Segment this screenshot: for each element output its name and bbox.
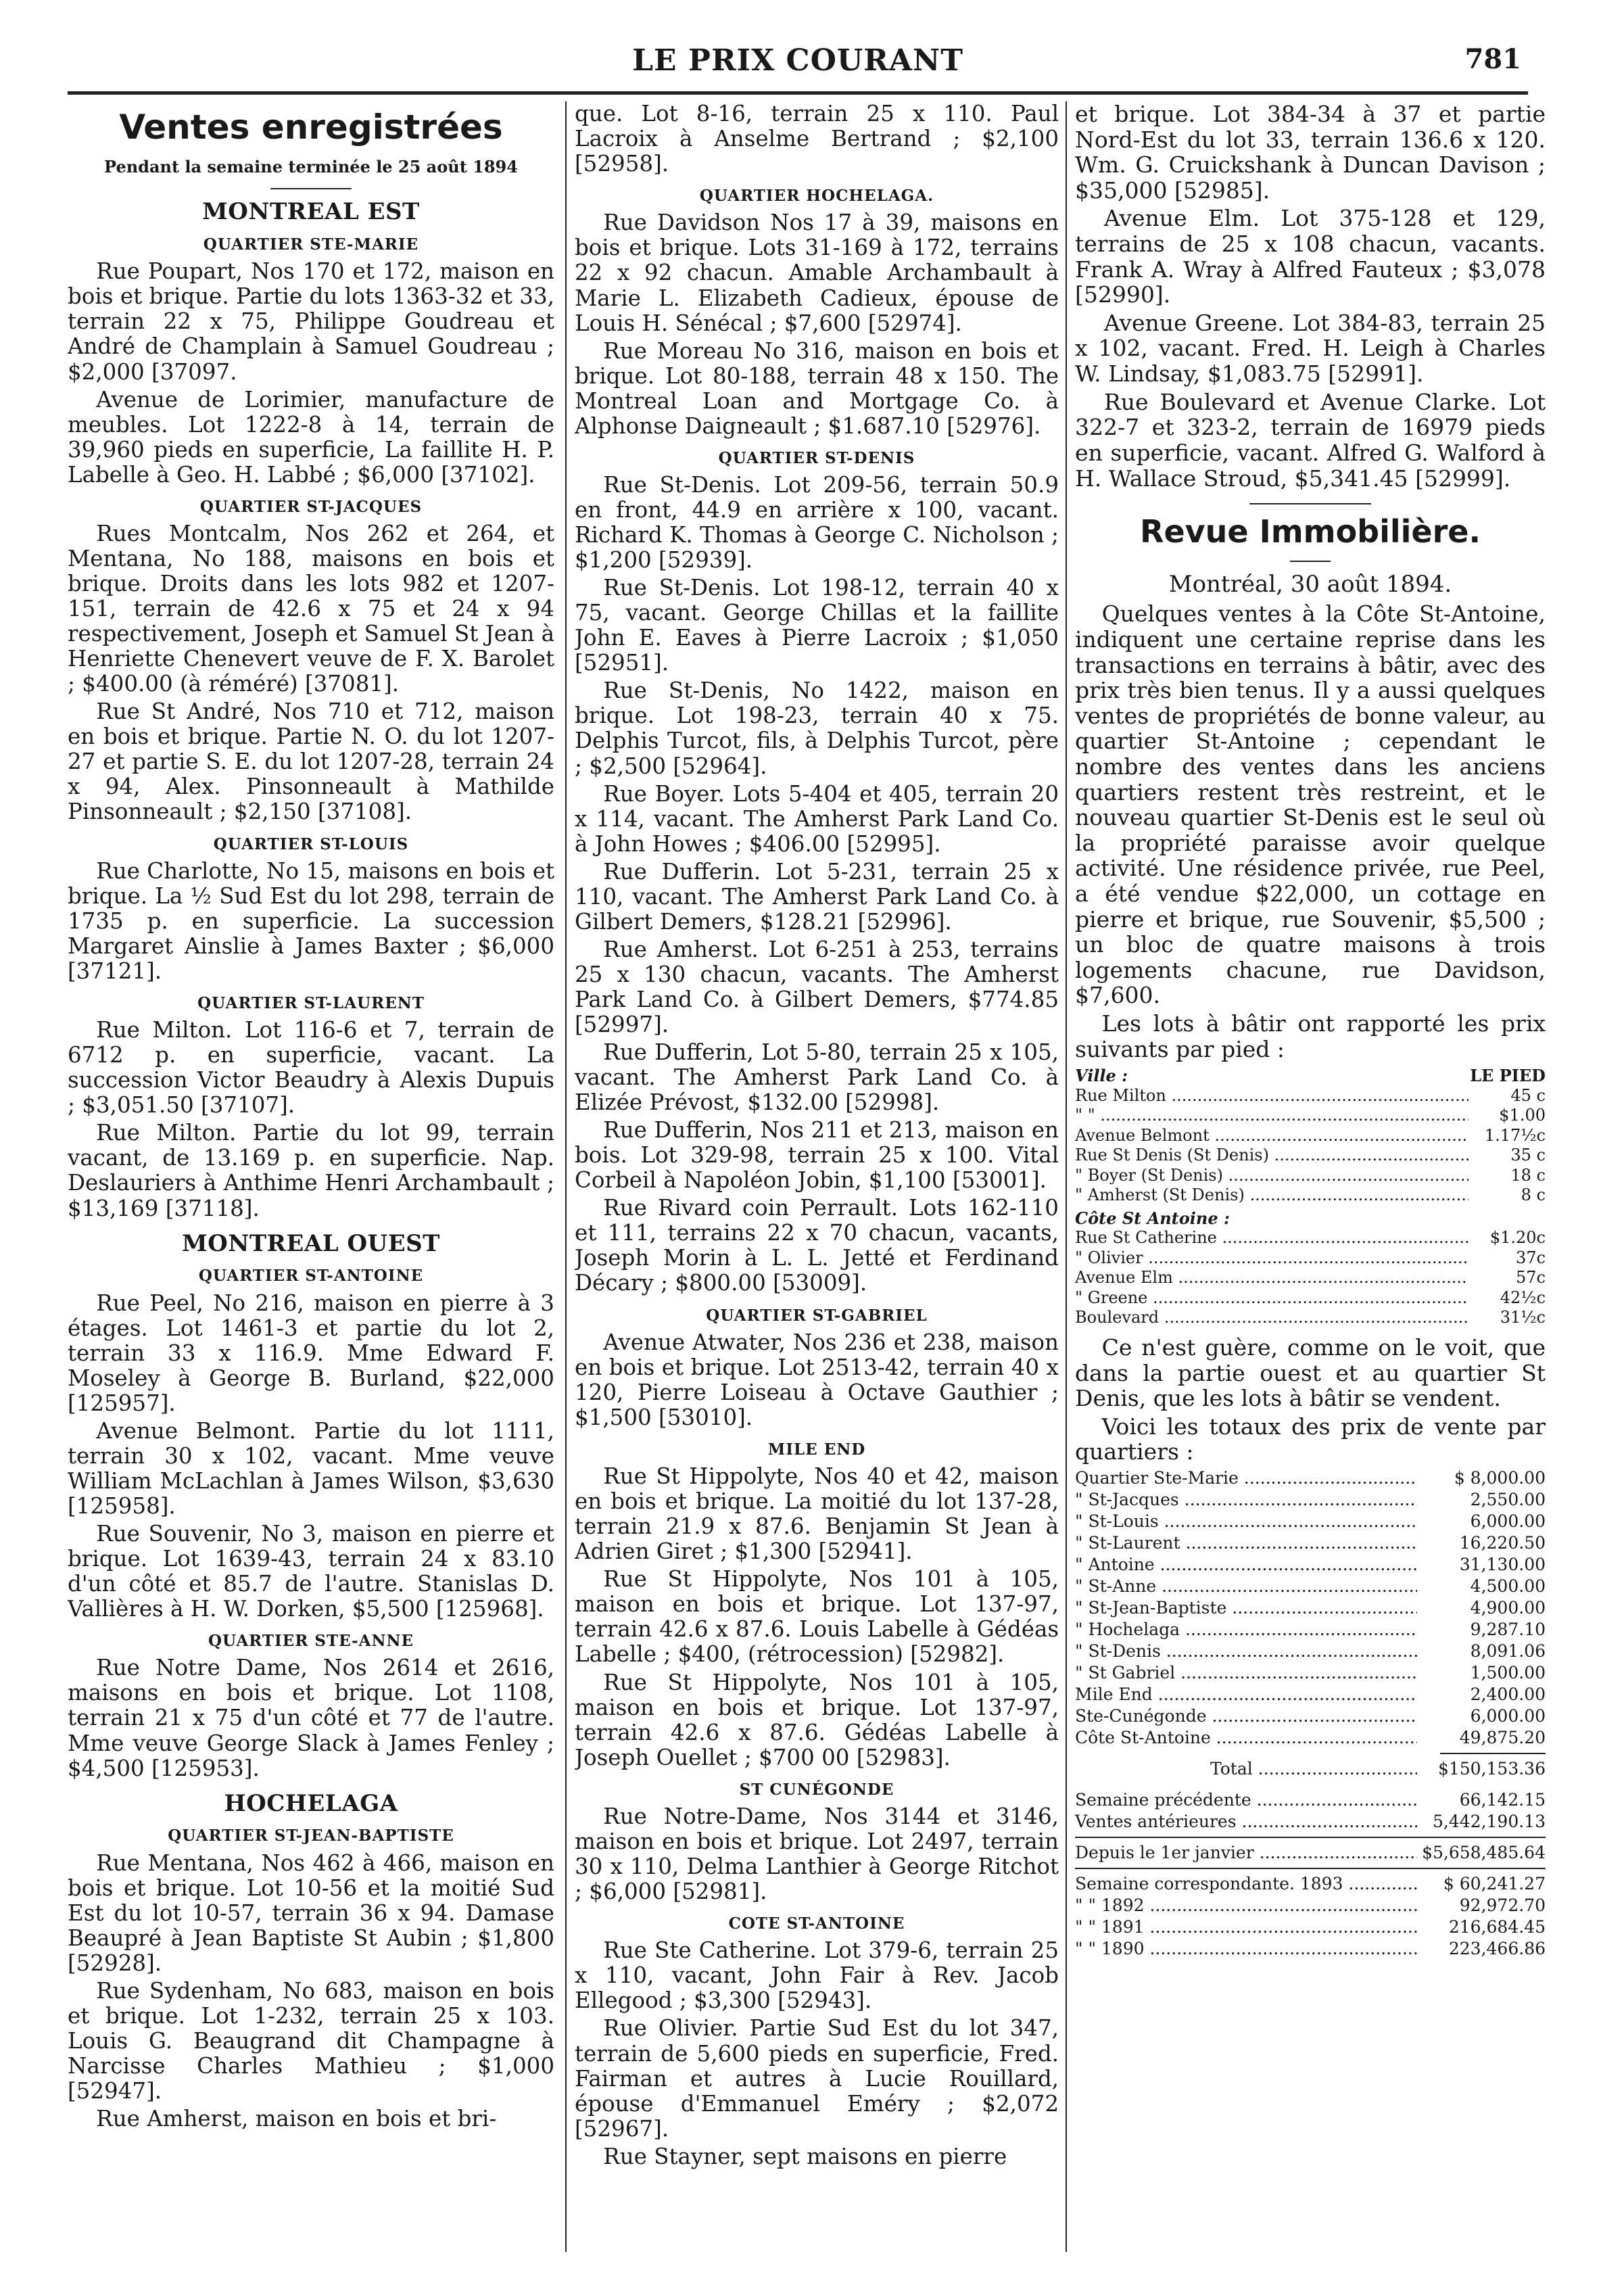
price-row-value: 45 c [1510, 1085, 1546, 1105]
corresponding-week-row-value: 223,466.86 [1448, 1939, 1546, 1959]
review-title: Revue Immobilière. [1140, 513, 1481, 550]
district-heading: MONTREAL OUEST [182, 1229, 440, 1257]
sale-entry: Rue Rivard coin Perrault. Lots 162-110 et 111, terrains 22 x 70 chacun, vacants, Joseph Morin à L. L. Jetté et Ferdinand Décary ; $800.00 [53009]. [575, 1195, 1059, 1296]
review-paragraph: Voici les totaux des prix de vente par quartiers : [1075, 1413, 1546, 1465]
sale-entry: que. Lot 8-16, terrain 25 x 110. Paul Lacroix à Anselme Bertrand ; $2,100 [52958]. [575, 101, 1059, 177]
column-1 [68, 101, 554, 2252]
review-dateline: Montréal, 30 août 1894. [1168, 570, 1452, 598]
price-row-label: " " ..... [1075, 1106, 1468, 1126]
quarter-total-row [1075, 1597, 1546, 1619]
corresponding-week-row-value: 216,684.45 [1448, 1917, 1546, 1937]
review-paragraph: Ce n'est guère, comme on le voit, que dans la partie ouest et au quartier St Denis, que les lots à bâtir se vendent. [1075, 1334, 1546, 1412]
corresponding-week-row [1075, 1895, 1546, 1916]
price-row [1075, 1086, 1546, 1106]
totals-table [1075, 1467, 1546, 1960]
price-row-label: " Amherst (St Denis) ..... [1075, 1185, 1468, 1206]
sale-entry: Rue Boulevard et Avenue Clarke. Lot 322-7 et 323-2, terrain de 16979 pieds en superficie, vacant. Alfred G. Walford à H. Wallace Stroud, $5,341.45 [52999]. [1075, 388, 1546, 492]
column-divider-2 [1066, 101, 1067, 2252]
price-row-value: 57c [1516, 1268, 1546, 1288]
quarter-total-row-label: Quartier Ste-Marie ..... [1075, 1467, 1417, 1489]
total-value: $150,153.36 [1437, 1759, 1546, 1779]
quarter-total-row-value: 2,400.00 [1470, 1685, 1546, 1705]
quarter-total-row-value: 9,287.10 [1470, 1620, 1546, 1640]
totals-label: Ventes antérieures ..... [1075, 1811, 1417, 1833]
ornament-divider [1249, 503, 1371, 504]
sale-entry: Rue Davidson Nos 17 à 39, maisons en bois et brique. Lots 31-169 à 172, terrains 22 x 92 chacun. Amable Archambault à Marie L. Elizabeth Cadieux, épouse de Louis H. Sénécal ; $7,600 [52974]. [575, 210, 1059, 336]
quarter-total-row-value: 4,500.00 [1470, 1576, 1546, 1597]
quarter-total-row-value: 6,000.00 [1470, 1511, 1546, 1532]
column-2 [575, 101, 1059, 2252]
price-row-label: Rue Milton ..... [1075, 1086, 1468, 1106]
totals-row [1075, 1811, 1546, 1833]
totals-row [1075, 1842, 1546, 1864]
quarter-total-row [1075, 1532, 1546, 1554]
total-label: Total ..... [1075, 1758, 1417, 1780]
sale-entry: Rue Stayner, sept maisons en pierre [603, 2143, 1007, 2169]
price-row [1075, 1106, 1546, 1126]
price-row [1075, 1126, 1546, 1146]
sale-entry: Rue Milton. Lot 116-6 et 7, terrain de 6712 p. en superficie, vacant. La succession Victor Beaudry à Alexis Dupuis ; $3,051.50 [37107]. [68, 1017, 554, 1118]
totals-list [1075, 1467, 1546, 1749]
sale-entry: Rue Ste Catherine. Lot 379-6, terrain 25 x 110, vacant, John Fair à Rev. Jacob Ellegood ; $3,300 [52943]. [575, 1937, 1059, 2014]
price-row-value: $1.20c [1489, 1228, 1546, 1248]
totals-rule [1075, 1837, 1546, 1838]
price-row [1075, 1166, 1546, 1186]
district-heading: MONTREAL EST [202, 198, 420, 226]
corresponding-week-row [1075, 1873, 1546, 1895]
column-divider-1 [565, 101, 567, 2252]
price-row-value: 1.17½c [1484, 1125, 1546, 1145]
sale-entry: Rue Peel, No 216, maison en pierre à 3 étages. Lot 1461-3 et partie du lot 2, terrain 33 x 116.9. Mme Edward F. Moseley à George B. Burland, $22,000 [125957]. [68, 1290, 554, 1416]
sale-entry: Rue St Hippolyte, Nos 40 et 42, maison en bois et brique. La moitié du lot 137-28, terrain 21.9 x 87.6. Benjamin St Jean à Adrien Giret ; $1,300 [52941]. [575, 1463, 1059, 1565]
quarter-total-row-value: 49,875.20 [1459, 1728, 1546, 1748]
quarter-heading: QUARTIER ST-GABRIEL [706, 1306, 928, 1325]
sale-entry: Rues Montcalm, Nos 262 et 264, et Mentana, No 188, maisons en bois et brique. Droits dans les lots 982 et 1207-151, terrain de 42.6 x 75 et 24 x 94 respectivement, Joseph et Samuel St Jean à Henriette Chenevert veuve de F. X. Barolet ; $400.00 (à réméré) [37081]. [68, 520, 554, 697]
corresponding-week-row [1075, 1916, 1546, 1938]
quarter-total-row [1075, 1619, 1546, 1641]
quarter-total-row-label: Ste-Cunégonde ..... [1075, 1705, 1417, 1727]
price-row-value: 37c [1516, 1248, 1546, 1267]
sale-entry: Rue Dufferin. Lot 5-231, terrain 25 x 110, vacant. The Amherst Park Land Co. à Gilbert Demers, $128.21 [52996]. [575, 858, 1059, 935]
price-list-ville [1075, 1086, 1546, 1206]
quarter-heading: QUARTIER STE-ANNE [208, 1632, 414, 1651]
quarter-total-row [1075, 1511, 1546, 1532]
sale-entry: Rue Sydenham, No 683, maison en bois et brique. Lot 1-232, terrain 25 x 103. Louis G. Beaugrand dit Champagne à Narcisse Charles Mathieu ; $1,000 [52947]. [68, 1977, 554, 2104]
header-rule [68, 91, 1528, 95]
totals-label: Depuis le 1er janvier ..... [1075, 1842, 1417, 1864]
price-list-cote [1075, 1228, 1546, 1328]
price-row [1075, 1185, 1546, 1206]
review-paragraph: Quelques ventes à la Côte St-Antoine, indiquent une certaine reprise dans les transactions en terrains à bâtir, avec des prix très bien tenus. Il y a aussi quelques ventes de propriétés de bonne valeur, au quartier St-Antoine ; cependant le nombre des ventes dans les anciens quartiers restent très restreint, et le nouveau quartier St-Denis est le seul où la propriété paraisse avoir quelque activité. Une résidence privée, rue Peel, a été vendue $22,000, un cottage en pierre et brique, rue Souvenir, $5,500 ; un bloc de quatre maisons à trois logements chacune, rue Davidson, $7,600. [1075, 600, 1546, 1009]
sale-entry: Rue St-Denis. Lot 198-12, terrain 40 x 75, vacant. George Chillas et la faillite John E. Eaves à Pierre Lacroix ; $1,050 [52951]. [575, 575, 1059, 676]
quarter-total-row-label: " St-Anne ..... [1075, 1576, 1417, 1597]
quarter-total-row [1075, 1489, 1546, 1511]
price-table-header [1075, 1066, 1546, 1086]
quarter-total-row-value: $ 8,000.00 [1454, 1468, 1546, 1488]
quarter-total-row [1075, 1727, 1546, 1749]
totals-rule [1440, 1753, 1546, 1754]
sale-entry: et brique. Lot 384-34 à 37 et partie Nord-Est du lot 33, terrain 136.6 x 120. Wm. G. Cruickshank à Duncan Davison ; $35,000 [52985]. [1075, 101, 1546, 204]
sale-entry: Rue Dufferin, Nos 211 et 213, maison en bois. Lot 329-98, terrain 25 x 100. Vital Corbeil à Napoléon Jobin, $1,100 [53001]. [575, 1117, 1059, 1194]
sale-entry: Rue Poupart, Nos 170 et 172, maison en bois et brique. Partie du lots 1363-32 et 33, terrain 22 x 75, Philippe Goudreau et André de Champlain à Samuel Goudreau ; $2,000 [37097. [68, 258, 554, 385]
quarter-heading: COTE ST-ANTOINE [728, 1914, 905, 1933]
sale-entry: Rue St Hippolyte, Nos 101 à 105, maison en bois et brique. Lot 137-97, terrain 42.6 x 87.6. Gédéas Labelle à Joseph Ouellet ; $700 00 [52983]. [575, 1669, 1059, 1770]
quarter-heading: QUARTIER ST-DENIS [718, 448, 915, 467]
price-row-label: " Boyer (St Denis) ..... [1075, 1166, 1468, 1186]
quarter-total-row-value: 6,000.00 [1470, 1706, 1546, 1726]
sale-entry: Avenue Elm. Lot 375-128 et 129, terrains de 25 x 108 chacun, vacants. Frank A. Wray à Alfred Fauteux ; $3,078 [52990]. [1075, 205, 1546, 308]
sale-entry: Rue Mentana, Nos 462 à 466, maison en bois et brique. Lot 10-56 et la moitié Sud Est du lot 10-57, terrain 36 x 94. Damase Beaupré à Jean Baptiste St Aubin ; $1,800 [52928]. [68, 1850, 554, 1976]
quarter-heading: QUARTIER ST-LAURENT [197, 993, 425, 1012]
sale-entry: Avenue Greene. Lot 384-83, terrain 25 x 102, vacant. Fred. H. Leigh à Charles W. Lindsay, $1,083.75 [52991]. [1075, 309, 1546, 387]
price-row-value: 8 c [1521, 1185, 1546, 1205]
sale-entry: Rue Amherst, maison en bois et bri- [96, 2106, 497, 2132]
price-row-label: Avenue Elm ..... [1075, 1268, 1468, 1288]
quarter-total-row [1075, 1662, 1546, 1684]
quarter-total-row [1075, 1576, 1546, 1597]
sale-entry: Avenue de Lorimier, manufacture de meubles. Lot 1222-8 à 14, terrain de 39,960 pieds en superficie, La faillite H. P. Labelle à Geo. H. Labbé ; $6,000 [37102]. [68, 386, 554, 488]
price-table [1075, 1066, 1546, 1328]
quarter-heading: QUARTIER STE-MARIE [203, 235, 419, 254]
price-row [1075, 1268, 1546, 1288]
quarter-total-row-value: 4,900.00 [1470, 1598, 1546, 1618]
corresponding-week-row-label: " " 1892 ..... [1075, 1895, 1417, 1916]
sale-entry: Rue Dufferin, Lot 5-80, terrain 25 x 105, vacant. The Amherst Park Land Co. à Elizée Prévost, $132.00 [52998]. [575, 1039, 1059, 1116]
quarter-heading: QUARTIER ST-JACQUES [199, 497, 423, 516]
sale-entry: Rue St Hippolyte, Nos 101 à 105, maison en bois et brique. Lot 137-97, terrain 42.6 x 87.6. Louis Labelle à Gédéas Labelle ; $400, (rétrocession) [52982]. [575, 1566, 1059, 1668]
quarter-total-row-label: " St-Jean-Baptiste ..... [1075, 1597, 1417, 1619]
corresponding-week-row [1075, 1938, 1546, 1960]
quarter-total-row-value: 16,220.50 [1459, 1533, 1546, 1553]
price-row [1075, 1228, 1546, 1248]
quarter-total-row-value: 8,091.06 [1470, 1641, 1546, 1662]
journal-title: LE PRIX COURANT [632, 43, 963, 78]
sale-entry: Rue St-Denis, No 1422, maison en brique. Lot 198-23, terrain 40 x 75. Delphis Turcot, fils, à Delphis Turcot, père ; $2,500 [52964]. [575, 678, 1059, 779]
spacer [1075, 1780, 1546, 1789]
quarter-heading: ST CUNÉGONDE [739, 1780, 894, 1799]
price-row-value: 35 c [1510, 1146, 1546, 1165]
quarter-heading: QUARTIER ST-ANTOINE [198, 1267, 424, 1286]
price-row-value: 42½c [1500, 1288, 1546, 1307]
totals-value: 5,442,190.13 [1433, 1812, 1546, 1832]
page-header [68, 41, 1528, 88]
sale-entry: Avenue Atwater, Nos 236 et 238, maison en bois et brique. Lot 2513-42, terrain 40 x 120, Pierre Loiseau à Octave Gauthier ; $1,500 [53010]. [575, 1329, 1059, 1430]
price-row-value: 18 c [1510, 1165, 1546, 1185]
price-row-label: Boulevard ..... [1075, 1308, 1468, 1328]
price-row-label: Rue St Catherine ..... [1075, 1228, 1468, 1248]
price-table-ville: Ville : [1075, 1066, 1128, 1086]
sale-entry: Rue Charlotte, No 15, maisons en bois et brique. La ½ Sud Est du lot 298, terrain de 1735 p. en superficie. La succession Margaret Ainslie à James Baxter ; $6,000 [37121]. [68, 857, 554, 984]
quarter-total-row [1075, 1554, 1546, 1576]
corresponding-week-row-value: $ 60,241.27 [1443, 1874, 1546, 1894]
corresponding-week-row-label: " " 1890 ..... [1075, 1938, 1417, 1960]
quarter-total-row-label: " St Gabriel ..... [1075, 1662, 1417, 1684]
corresponding-week-row-value: 92,972.70 [1459, 1895, 1546, 1916]
quarter-heading: QUARTIER ST-JEAN-BAPTISTE [168, 1827, 454, 1845]
totals-label: Semaine précédente ..... [1075, 1789, 1417, 1811]
section-subtitle: Pendant la semaine terminée le 25 août 1894 [104, 157, 518, 176]
quarter-total-row-label: " Antoine ..... [1075, 1554, 1417, 1576]
sale-entry: Rue Notre-Dame, Nos 3144 et 3146, maison en bois et brique. Lot 2497, terrain 30 x 110, Delma Lanthier à George Ritchot ; $6,000 [52981]. [575, 1803, 1059, 1905]
sale-entry: Rue Olivier. Partie Sud Est du lot 347, terrain de 5,600 pieds en superficie, Fred. Fairman et autres à Lucie Rouillard, épouse d'Emmanuel Eméry ; $2,072 [52967]. [575, 2015, 1059, 2142]
price-row [1075, 1146, 1546, 1166]
quarter-total-row [1075, 1641, 1546, 1662]
quarter-total-row-label: " St-Louis ..... [1075, 1511, 1417, 1532]
page-number: 781 [1464, 43, 1521, 75]
price-row [1075, 1288, 1546, 1309]
divider [1290, 561, 1331, 562]
corresponding-weeks [1075, 1873, 1546, 1960]
quarter-heading: QUARTIER ST-LOUIS [213, 834, 409, 853]
quarter-total-row-label: " St-Laurent ..... [1075, 1532, 1417, 1554]
column-3 [1075, 101, 1546, 2252]
price-row-value: $1.00 [1499, 1106, 1546, 1125]
sale-entry: Rue Milton. Partie du lot 99, terrain vacant, de 13.169 p. en superficie. Nap. Deslauriers à Anthime Henri Archambault ; $13,169 [37118]. [68, 1120, 554, 1221]
quarter-total-row-value: 2,550.00 [1470, 1490, 1546, 1510]
quarter-total-row-value: 31,130.00 [1459, 1555, 1546, 1575]
price-table-unit: LE PIED [1470, 1066, 1546, 1086]
quarter-total-row-value: 1,500.00 [1470, 1663, 1546, 1683]
price-row-value: 31½c [1500, 1308, 1546, 1327]
corresponding-week-row-label: Semaine correspondante. 1893 ..... [1075, 1873, 1417, 1895]
quarter-total-row-label: Côte St-Antoine ..... [1075, 1727, 1417, 1749]
review-paragraph: Les lots à bâtir ont rapporté les prix suivants par pied : [1075, 1010, 1546, 1062]
corresponding-week-row-label: " " 1891 ..... [1075, 1916, 1417, 1938]
price-row [1075, 1248, 1546, 1269]
quarter-total-row [1075, 1467, 1546, 1489]
quarter-heading: MILE END [767, 1440, 866, 1459]
quarter-total-row [1075, 1705, 1546, 1727]
sale-entry: Rue St-Denis. Lot 209-56, terrain 50.9 en front, 44.9 en arrière x 100, vacant. Richard K. Thomas à George C. Nicholson ; $1,200 [52939]. [575, 472, 1059, 573]
price-row [1075, 1308, 1546, 1328]
price-row-label: Avenue Belmont ..... [1075, 1126, 1468, 1146]
quarter-total-row-label: " St-Denis ..... [1075, 1641, 1417, 1662]
total-row [1075, 1758, 1546, 1780]
divider [270, 188, 352, 189]
sale-entry: Rue Notre Dame, Nos 2614 et 2616, maisons en bois et brique. Lot 1108, terrain 21 x 75 d'un côté et 77 de l'autre. Mme veuve George Slack à James Fenley ; $4,500 [125953]. [68, 1655, 554, 1781]
price-row-label: " Greene ..... [1075, 1288, 1468, 1309]
quarter-total-row-label: " St-Jacques ..... [1075, 1489, 1417, 1511]
totals-value: $5,658,485.64 [1422, 1843, 1546, 1863]
price-table-section: Côte St Antoine : [1075, 1208, 1230, 1228]
sale-entry: Rue Boyer. Lots 5-404 et 405, terrain 20 x 114, vacant. The Amherst Park Land Co. à John Howes ; $406.00 [52995]. [575, 780, 1059, 857]
district-heading: HOCHELAGA [224, 1789, 398, 1817]
price-row-label: Rue St Denis (St Denis) ..... [1075, 1146, 1468, 1166]
totals-row [1075, 1789, 1546, 1811]
sale-entry: Rue St André, Nos 710 et 712, maison en bois et brique. Partie N. O. du lot 1207-27 et partie S. E. du lot 1207-28, terrain 24 x 94, Alex. Pinsonneault à Mathilde Pinsonneault ; $2,150 [37108]. [68, 699, 554, 825]
totals-rule [1075, 1868, 1546, 1869]
sale-entry: Avenue Belmont. Partie du lot 1111, terrain 30 x 102, vacant. Mme veuve William McLachlan à James Wilson, $3,630 [125958]. [68, 1417, 554, 1519]
quarter-total-row-label: Mile End ..... [1075, 1684, 1417, 1705]
quarter-heading: QUARTIER HOCHELAGA. [699, 187, 934, 206]
sale-entry: Rue Moreau No 316, maison en bois et brique. Lot 80-188, terrain 48 x 150. The Montreal Loan and Mortgage Co. à Alphonse Daigneault ; $1.687.10 [52976]. [575, 337, 1059, 439]
quarter-total-row [1075, 1684, 1546, 1705]
totals-value: 66,142.15 [1459, 1790, 1546, 1810]
section-title: Ventes enregistrées [119, 108, 503, 147]
sale-entry: Rue Souvenir, No 3, maison en pierre et brique. Lot 1639-43, terrain 24 x 83.10 d'un côté et 85.7 de l'autre. Stanislas D. Vallières à H. W. Dorken, $5,500 [125968]. [68, 1520, 554, 1622]
price-row-label: " Olivier ..... [1075, 1248, 1468, 1269]
sale-entry: Rue Amherst. Lot 6-251 à 253, terrains 25 x 130 chacun, vacants. The Amherst Park Land Co. à Gilbert Demers, $774.85 [52997]. [575, 936, 1059, 1037]
quarter-total-row-label: " Hochelaga ..... [1075, 1619, 1417, 1641]
